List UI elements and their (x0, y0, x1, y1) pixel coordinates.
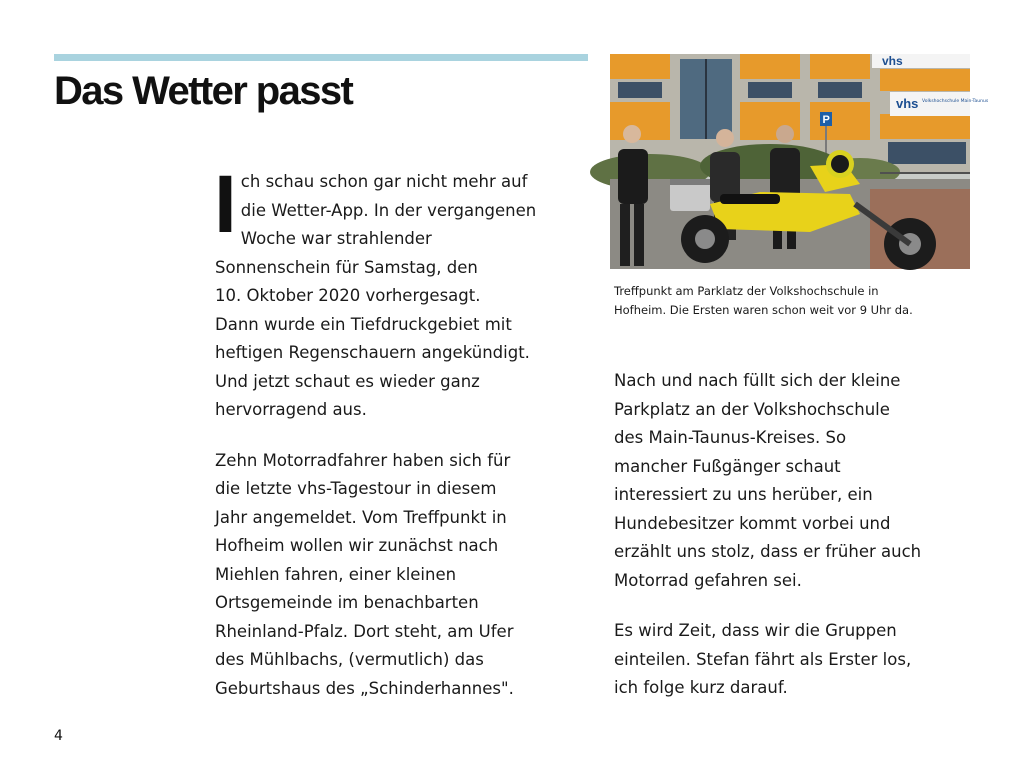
text-line: die letzte vhs-Tagestour in diesem (215, 479, 497, 498)
parking-lot-photo (610, 54, 989, 269)
text-line: des Mühlbachs, (vermutlich) das (215, 650, 484, 669)
text-line: Zehn Motorradfahrer haben sich für (215, 450, 511, 470)
vhs-sign-small-text: Volkshochschule Main-Taunus (922, 99, 989, 104)
text-line: interessiert zu uns herüber, ein (614, 485, 873, 504)
text-line: Rheinland-Pfalz. Dort steht, am Ufer (215, 621, 514, 641)
text-line: Woche war strahlender (240, 229, 432, 248)
text-line: Dann wurde ein Tiefdruckgebiet mit (215, 314, 512, 334)
text-line: Jahr angemeldet. Vom Treffpunkt in (215, 507, 507, 527)
text-line: ich folge kurz darauf. (614, 678, 788, 697)
text-line: Und jetzt schaut es wieder ganz (215, 371, 480, 391)
text-line: heftigen Regenschauern angekündigt. (215, 343, 530, 362)
left-column (214, 159, 585, 725)
text-line: Es wird Zeit, dass wir die Gruppen (614, 621, 897, 640)
title-accent-bar (54, 54, 588, 61)
groups-paragraph (614, 617, 984, 703)
text-line: erzählt uns stolz, dass er früher auch (614, 542, 922, 561)
vhs-sign-top-text: vhs (882, 54, 903, 68)
text-line: einteilen. Stefan fährt als Erster los, (614, 649, 912, 669)
text-line: ch schau schon gar nicht mehr auf (240, 172, 528, 191)
parking-lot-paragraph (614, 367, 984, 595)
drop-cap: I (214, 159, 237, 250)
page-title: Das Wetter passt (54, 69, 353, 113)
vhs-sign-text: vhs (896, 96, 919, 111)
text-line: Hofheim wollen wir zunächst nach (215, 536, 499, 555)
photo-caption (614, 282, 974, 320)
intro-paragraph (214, 159, 585, 425)
text-line: die Wetter-App. In der vergangenen (240, 200, 537, 220)
text-line: mancher Fußgänger schaut (614, 456, 841, 476)
text-line: Hundebesitzer kommt vorbei und (614, 513, 891, 533)
text-line: 10. Oktober 2020 vorhergesagt. (215, 286, 481, 305)
page-number: 4 (54, 728, 63, 744)
text-line: Motorrad gefahren sei. (614, 570, 802, 590)
caption-line: Hofheim. Die Ersten waren schon weit vor 9 Uhr da. (614, 303, 913, 317)
parking-sign: P (822, 114, 830, 126)
text-line: Geburtshaus des „Schinderhannes". (215, 678, 514, 698)
text-line: hervorragend aus. (215, 400, 367, 419)
caption-line: Treffpunkt am Parklatz der Volkshochschule in (614, 284, 879, 298)
right-column (614, 367, 984, 725)
text-line: Miehlen fahren, einer kleinen (215, 564, 457, 584)
motorcyclists-paragraph (215, 447, 585, 704)
text-line: Nach und nach füllt sich der kleine (614, 371, 901, 390)
text-line: Parkplatz an der Volkshochschule (614, 399, 890, 419)
text-line: des Main-Taunus-Kreises. So (614, 428, 847, 447)
text-line: Ortsgemeinde im benachbarten (215, 593, 479, 612)
text-line: Sonnenschein für Samstag, den (215, 257, 478, 277)
